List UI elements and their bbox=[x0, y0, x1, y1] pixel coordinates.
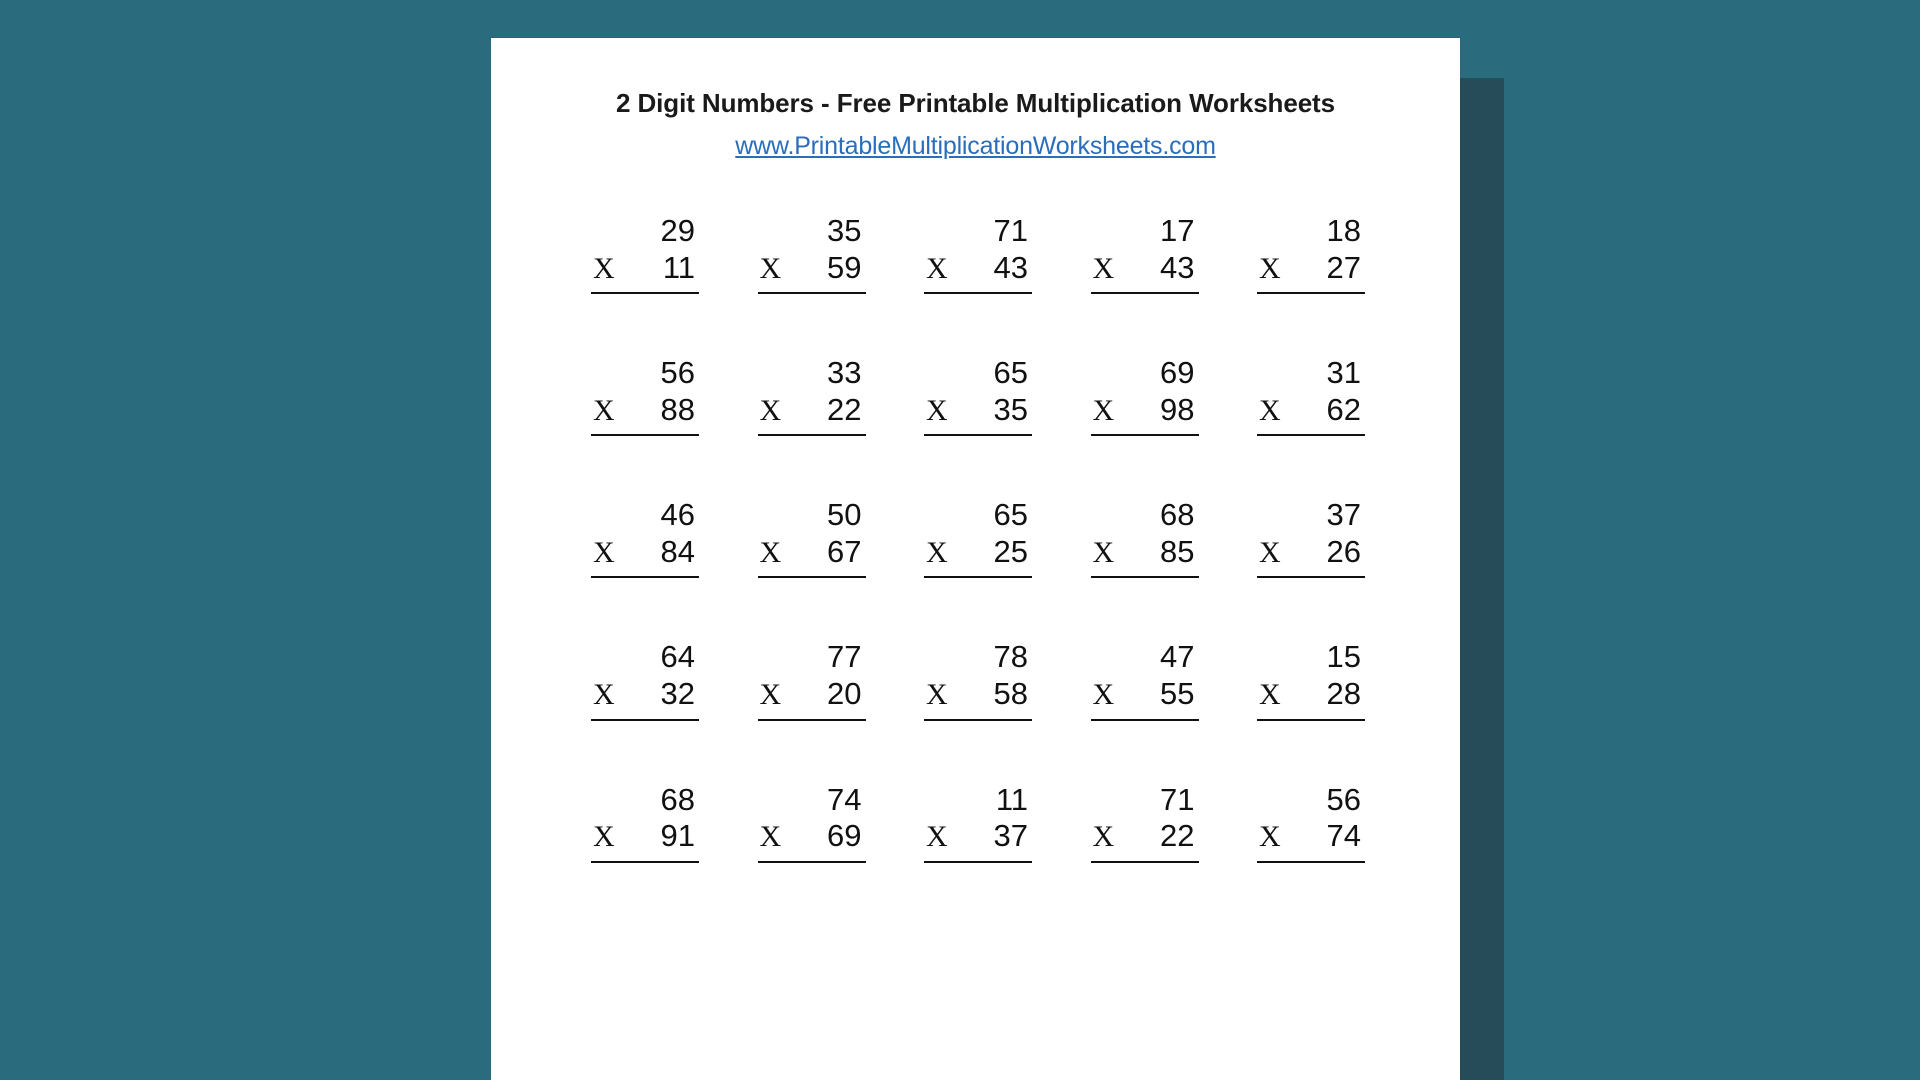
multiplication-problem bbox=[1091, 782, 1199, 863]
multiplicand: 50 bbox=[827, 497, 862, 533]
operator-and-multiplier bbox=[924, 676, 1032, 713]
operator-and-multiplier bbox=[924, 250, 1032, 287]
problem-grid bbox=[491, 213, 1460, 863]
problem-row bbox=[591, 355, 1365, 436]
operator-and-multiplier bbox=[1257, 818, 1365, 855]
problem-row bbox=[591, 497, 1365, 578]
multiplier: 55 bbox=[1160, 676, 1195, 712]
multiplier: 22 bbox=[827, 391, 862, 427]
multiplier: 11 bbox=[662, 249, 695, 285]
multiplicand: 56 bbox=[660, 355, 695, 391]
answer-rule bbox=[591, 719, 699, 721]
operator-and-multiplier bbox=[1091, 250, 1199, 287]
multiplier: 27 bbox=[1326, 249, 1361, 285]
operator-and-multiplier bbox=[591, 534, 699, 571]
multiplicand: 56 bbox=[1326, 781, 1361, 817]
multiplier: 59 bbox=[827, 249, 862, 285]
multiplication-problem bbox=[924, 639, 1032, 720]
answer-rule bbox=[1091, 861, 1199, 863]
multiplicand: 77 bbox=[827, 639, 862, 675]
answer-rule bbox=[1091, 576, 1199, 578]
answer-rule bbox=[1257, 719, 1365, 721]
multiply-operator: X bbox=[593, 678, 615, 712]
answer-rule bbox=[1257, 434, 1365, 436]
multiplication-problem bbox=[1257, 355, 1365, 436]
multiplicand: 69 bbox=[1160, 355, 1195, 391]
operator-and-multiplier bbox=[758, 676, 866, 713]
problem-row bbox=[591, 782, 1365, 863]
multiply-operator: X bbox=[1092, 393, 1115, 427]
answer-rule bbox=[1091, 292, 1199, 294]
multiplicand: 17 bbox=[1160, 213, 1195, 248]
multiplicand: 29 bbox=[660, 213, 695, 248]
answer-rule bbox=[924, 861, 1032, 863]
multiplier: 43 bbox=[1160, 249, 1195, 285]
multiply-operator: X bbox=[593, 820, 615, 854]
multiplier: 58 bbox=[993, 676, 1028, 712]
multiply-operator: X bbox=[759, 820, 782, 854]
multiplication-problem bbox=[924, 355, 1032, 436]
page-title: 2 Digit Numbers - Free Printable Multiplication Worksheets bbox=[616, 88, 1335, 118]
operator-and-multiplier bbox=[1257, 534, 1365, 571]
multiplicand: 71 bbox=[1160, 781, 1195, 817]
multiplier: 20 bbox=[827, 676, 862, 712]
multiplication-problem bbox=[591, 213, 699, 294]
answer-rule bbox=[758, 434, 866, 436]
multiplier: 98 bbox=[1160, 391, 1195, 427]
multiplicand: 31 bbox=[1326, 355, 1361, 391]
multiplier: 35 bbox=[993, 391, 1028, 427]
multiplier: 91 bbox=[660, 818, 695, 854]
multiply-operator: X bbox=[1092, 678, 1115, 712]
multiplicand: 35 bbox=[827, 213, 862, 248]
operator-and-multiplier bbox=[591, 676, 699, 713]
answer-rule bbox=[591, 861, 699, 863]
multiplier: 84 bbox=[660, 533, 695, 569]
answer-rule bbox=[758, 292, 866, 294]
multiply-operator: X bbox=[926, 820, 948, 854]
answer-rule bbox=[924, 719, 1032, 721]
multiplication-problem bbox=[758, 639, 866, 720]
multiply-operator: X bbox=[759, 393, 782, 427]
multiplication-problem bbox=[591, 355, 699, 436]
operator-and-multiplier bbox=[591, 818, 699, 855]
multiplicand: 37 bbox=[1326, 497, 1361, 533]
multiplicand: 65 bbox=[993, 497, 1028, 533]
website-link[interactable]: www.PrintableMultiplicationWorksheets.com bbox=[735, 132, 1216, 160]
operator-and-multiplier bbox=[591, 392, 699, 429]
operator-and-multiplier bbox=[924, 392, 1032, 429]
multiply-operator: X bbox=[593, 393, 615, 427]
multiply-operator: X bbox=[926, 251, 948, 285]
multiplier: 62 bbox=[1326, 391, 1361, 427]
multiplication-problem bbox=[591, 639, 699, 720]
answer-rule bbox=[924, 434, 1032, 436]
operator-and-multiplier bbox=[1257, 676, 1365, 713]
answer-rule bbox=[1257, 292, 1365, 294]
multiply-operator: X bbox=[926, 678, 948, 712]
answer-rule bbox=[924, 576, 1032, 578]
multiply-operator: X bbox=[1092, 251, 1115, 285]
multiplication-problem bbox=[1257, 639, 1365, 720]
multiplier: 28 bbox=[1326, 676, 1361, 712]
multiplier: 22 bbox=[1160, 818, 1195, 854]
multiplication-problem bbox=[758, 497, 866, 578]
multiplicand: 68 bbox=[660, 781, 695, 817]
multiply-operator: X bbox=[1259, 251, 1281, 285]
answer-rule bbox=[1257, 576, 1365, 578]
multiplier: 85 bbox=[1160, 533, 1195, 569]
multiplication-problem bbox=[924, 782, 1032, 863]
worksheet-page bbox=[491, 38, 1460, 1080]
multiplicand: 15 bbox=[1326, 639, 1361, 675]
multiplier: 26 bbox=[1326, 533, 1361, 569]
operator-and-multiplier bbox=[1091, 676, 1199, 713]
answer-rule bbox=[591, 292, 699, 294]
multiplicand: 47 bbox=[1160, 639, 1195, 675]
answer-rule bbox=[758, 719, 866, 721]
multiplicand: 11 bbox=[995, 781, 1028, 817]
multiplicand: 18 bbox=[1326, 213, 1361, 248]
multiplication-problem bbox=[924, 497, 1032, 578]
multiplier: 69 bbox=[827, 818, 862, 854]
multiplication-problem bbox=[758, 213, 866, 294]
multiplication-problem bbox=[1257, 782, 1365, 863]
multiplicand: 74 bbox=[827, 781, 862, 817]
multiplicand: 78 bbox=[993, 639, 1028, 675]
operator-and-multiplier bbox=[924, 818, 1032, 855]
operator-and-multiplier bbox=[758, 818, 866, 855]
answer-rule bbox=[1091, 719, 1199, 721]
multiply-operator: X bbox=[593, 535, 615, 569]
multiplication-problem bbox=[1091, 639, 1199, 720]
multiply-operator: X bbox=[1092, 820, 1115, 854]
multiplication-problem bbox=[1091, 213, 1199, 294]
operator-and-multiplier bbox=[1257, 250, 1365, 287]
multiply-operator: X bbox=[1259, 535, 1281, 569]
multiplicand: 46 bbox=[660, 497, 695, 533]
answer-rule bbox=[924, 292, 1032, 294]
multiply-operator: X bbox=[1259, 820, 1281, 854]
multiplicand: 71 bbox=[993, 213, 1028, 248]
multiplier: 67 bbox=[827, 533, 862, 569]
problem-row bbox=[591, 213, 1365, 294]
operator-and-multiplier bbox=[1091, 392, 1199, 429]
operator-and-multiplier bbox=[758, 392, 866, 429]
multiply-operator: X bbox=[1259, 678, 1281, 712]
operator-and-multiplier bbox=[1257, 392, 1365, 429]
multiplication-problem bbox=[1091, 355, 1199, 436]
multiply-operator: X bbox=[593, 251, 615, 285]
answer-rule bbox=[1257, 861, 1365, 863]
multiply-operator: X bbox=[926, 535, 948, 569]
multiplication-problem bbox=[758, 355, 866, 436]
multiplication-problem bbox=[758, 782, 866, 863]
multiply-operator: X bbox=[759, 251, 782, 285]
answer-rule bbox=[1091, 434, 1199, 436]
multiplier: 25 bbox=[993, 533, 1028, 569]
answer-rule bbox=[591, 576, 699, 578]
multiplication-problem bbox=[1091, 497, 1199, 578]
multiplier: 74 bbox=[1326, 818, 1361, 854]
multiply-operator: X bbox=[926, 393, 948, 427]
multiplication-problem bbox=[1257, 497, 1365, 578]
multiplication-problem bbox=[591, 782, 699, 863]
operator-and-multiplier bbox=[758, 250, 866, 287]
multiplication-problem bbox=[1257, 213, 1365, 294]
multiplicand: 33 bbox=[827, 355, 862, 391]
operator-and-multiplier bbox=[1091, 534, 1199, 571]
answer-rule bbox=[758, 861, 866, 863]
multiplier: 43 bbox=[993, 249, 1028, 285]
problem-row bbox=[591, 639, 1365, 720]
multiplication-problem bbox=[591, 497, 699, 578]
multiply-operator: X bbox=[759, 678, 782, 712]
multiply-operator: X bbox=[1092, 535, 1115, 569]
multiplicand: 65 bbox=[993, 355, 1028, 391]
multiplier: 88 bbox=[660, 391, 695, 427]
multiplication-problem bbox=[924, 213, 1032, 294]
operator-and-multiplier bbox=[1091, 818, 1199, 855]
operator-and-multiplier bbox=[924, 534, 1032, 571]
multiply-operator: X bbox=[1259, 393, 1281, 427]
answer-rule bbox=[591, 434, 699, 436]
multiplier: 37 bbox=[993, 818, 1028, 854]
answer-rule bbox=[758, 576, 866, 578]
multiplier: 32 bbox=[660, 676, 695, 712]
operator-and-multiplier bbox=[758, 534, 866, 571]
multiply-operator: X bbox=[759, 535, 782, 569]
multiplicand: 64 bbox=[660, 639, 695, 675]
multiplicand: 68 bbox=[1160, 497, 1195, 533]
operator-and-multiplier bbox=[591, 250, 699, 287]
